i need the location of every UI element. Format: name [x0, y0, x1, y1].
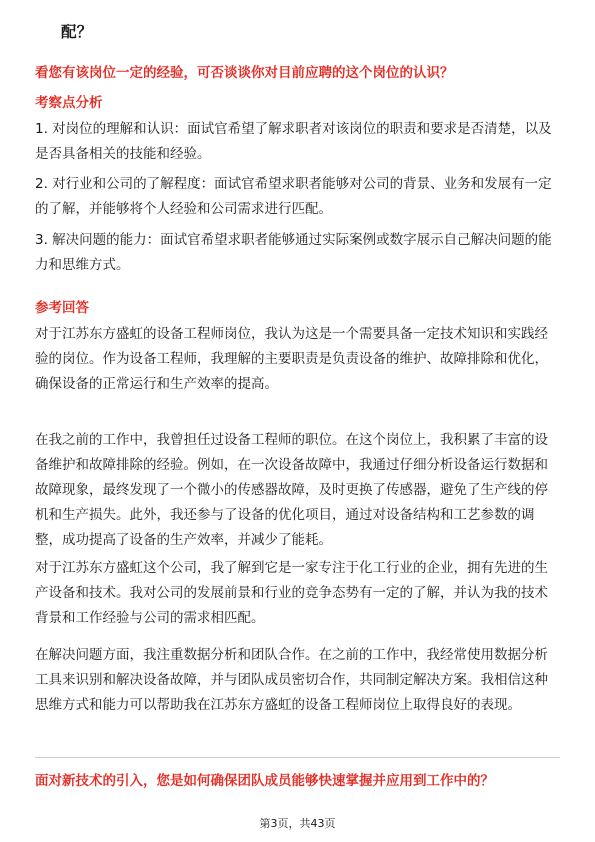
- analysis-point-3: 3. 解决问题的能力：面试官希望求职者能够通过实际案例或数字展示自己解决问题的能力和思维方式。: [35, 232, 552, 273]
- next-question-heading: 面对新技术的引入，您是如何确保团队成员能够快速掌握并应用到工作中的？: [35, 773, 494, 789]
- answer-paragraph-3: 对于江苏东方盛虹这个公司，我了解到它是一家专注于化工行业的企业，拥有先进的生产设备和技术。我对公司的发展前景和行业的竞争态势有一定的了解，并认为我的技术背景和工作经验与公司的需求相匹配。: [35, 560, 548, 626]
- section-divider: [35, 757, 560, 758]
- answer-paragraph-1: 对于江苏东方盛虹的设备工程师岗位，我认为这是一个需要具备一定技术知识和实践经验的岗位。作为设备工程师，我理解的主要职责是负责设备的维护、故障排除和优化，确保设备的正常运行和生产效率的提高。: [35, 326, 548, 392]
- question-heading: 看您有该岗位一定的经验，可否谈谈你对目前应聘的这个岗位的认识？: [35, 65, 454, 81]
- page-number: 第3页，共43页: [259, 817, 336, 830]
- analysis-point-2: 2. 对行业和公司的了解程度：面试官希望求职者能够对公司的背景、业务和发展有一定的了解，并能够将个人经验和公司需求进行匹配。: [35, 176, 552, 217]
- answer-paragraph-2: 在我之前的工作中，我曾担任过设备工程师的职位。在这个岗位上，我积累了丰富的设备维护和故障排除的经验。例如，在一次设备故障中，我通过仔细分析设备运行数据和故障现象，最终发现了一个微小的传感器故障，及时更换了传感器，避免了生产线的停机和生产损失。此外，我还参与了设备的优化项目，通过对设备结构和工艺参数的调整，成功提高了设备的生产效率，并减少了能耗。: [35, 432, 548, 548]
- answer-title: 参考回答: [35, 300, 89, 316]
- continued-question-text: 配？: [61, 23, 93, 41]
- answer-paragraph-4: 在解决问题方面，我注重数据分析和团队合作。在之前的工作中，我经常使用数据分析工具来识别和解决设备故障，并与团队成员密切合作，共同制定解决方案。我相信这种思维方式和能力可以帮助我在江苏东方盛虹的设备工程师岗位上取得良好的表现。: [35, 647, 548, 713]
- analysis-point-1: 1. 对岗位的理解和认识：面试官希望了解求职者对该岗位的职责和要求是否清楚，以及是否具备相关的技能和经验。: [35, 121, 552, 162]
- analysis-title: 考察点分析: [35, 95, 103, 111]
